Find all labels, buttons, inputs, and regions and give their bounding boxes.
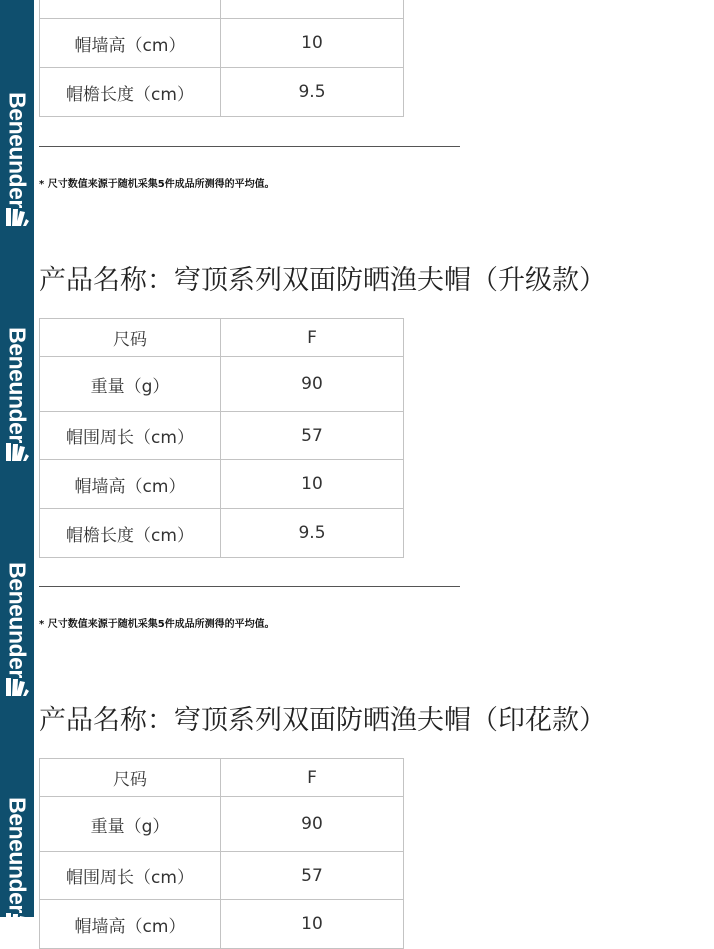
table-row — [40, 412, 404, 460]
size-table-upgrade — [39, 318, 404, 558]
table-header-row — [40, 759, 404, 797]
divider — [39, 146, 460, 147]
table-row — [40, 68, 404, 117]
brand-wordmark: Beneunder — [4, 92, 31, 208]
table-row — [40, 19, 404, 68]
table-cell-label: 重量（g） — [40, 797, 221, 852]
table-cell-label: 帽围周长（cm） — [40, 852, 221, 900]
table-cell-value: 9.5 — [221, 509, 404, 558]
brand-block — [0, 470, 34, 705]
table-row — [40, 509, 404, 558]
table-cell-value: 10 — [221, 460, 404, 509]
brand-block — [0, 0, 34, 235]
table-header-row — [40, 319, 404, 357]
table-row — [40, 357, 404, 412]
product-title: 产品名称：穹顶系列双面防晒渔夫帽（升级款） — [39, 265, 606, 296]
table-cell-value: 57 — [221, 412, 404, 460]
table-header-label: 尺码 — [40, 319, 221, 357]
table-cell-label: 帽墙高（cm） — [40, 19, 221, 68]
table-cell-value: 10 — [221, 900, 404, 949]
table-cell-value: 90 — [221, 797, 404, 852]
brand-logo-icon — [5, 675, 29, 699]
table-cell-label: 帽檐长度（cm） — [40, 68, 221, 117]
measurement-note: * 尺寸数值来源于随机采集5件成品所测得的平均值。 — [39, 179, 275, 190]
size-table-print — [39, 758, 404, 949]
table-cell-label: 帽围周长（cm） — [40, 412, 221, 460]
brand-wordmark: Beneunder — [4, 797, 31, 913]
table-cell-label: 帽墙高（cm） — [40, 460, 221, 509]
table-header-value: F — [221, 759, 404, 797]
table-row — [40, 852, 404, 900]
table-row — [40, 900, 404, 949]
table-cell-value: 57 — [221, 852, 404, 900]
table-header-value: F — [221, 319, 404, 357]
table-cell-value: 90 — [221, 357, 404, 412]
brand-wordmark: Beneunder — [4, 562, 31, 678]
table-cell-value — [221, 0, 404, 19]
table-header-label: 尺码 — [40, 759, 221, 797]
brand-sidebar — [0, 0, 34, 917]
table-cell-value: 9.5 — [221, 68, 404, 117]
table-cell-label: 帽墙高（cm） — [40, 900, 221, 949]
size-table-previous — [39, 0, 404, 117]
table-cell-value: 10 — [221, 19, 404, 68]
divider — [39, 586, 460, 587]
table-cell-label: 重量（g） — [40, 357, 221, 412]
brand-block — [0, 705, 34, 917]
brand-logo-icon — [5, 205, 29, 229]
brand-logo-icon — [5, 440, 29, 464]
brand-wordmark: Beneunder — [4, 327, 31, 443]
brand-block — [0, 235, 34, 470]
table-row — [40, 0, 404, 19]
table-row — [40, 460, 404, 509]
table-cell-label — [40, 0, 221, 19]
table-row — [40, 797, 404, 852]
measurement-note: * 尺寸数值来源于随机采集5件成品所测得的平均值。 — [39, 619, 275, 630]
table-cell-label: 帽檐长度（cm） — [40, 509, 221, 558]
product-title: 产品名称：穹顶系列双面防晒渔夫帽（印花款） — [39, 705, 606, 736]
